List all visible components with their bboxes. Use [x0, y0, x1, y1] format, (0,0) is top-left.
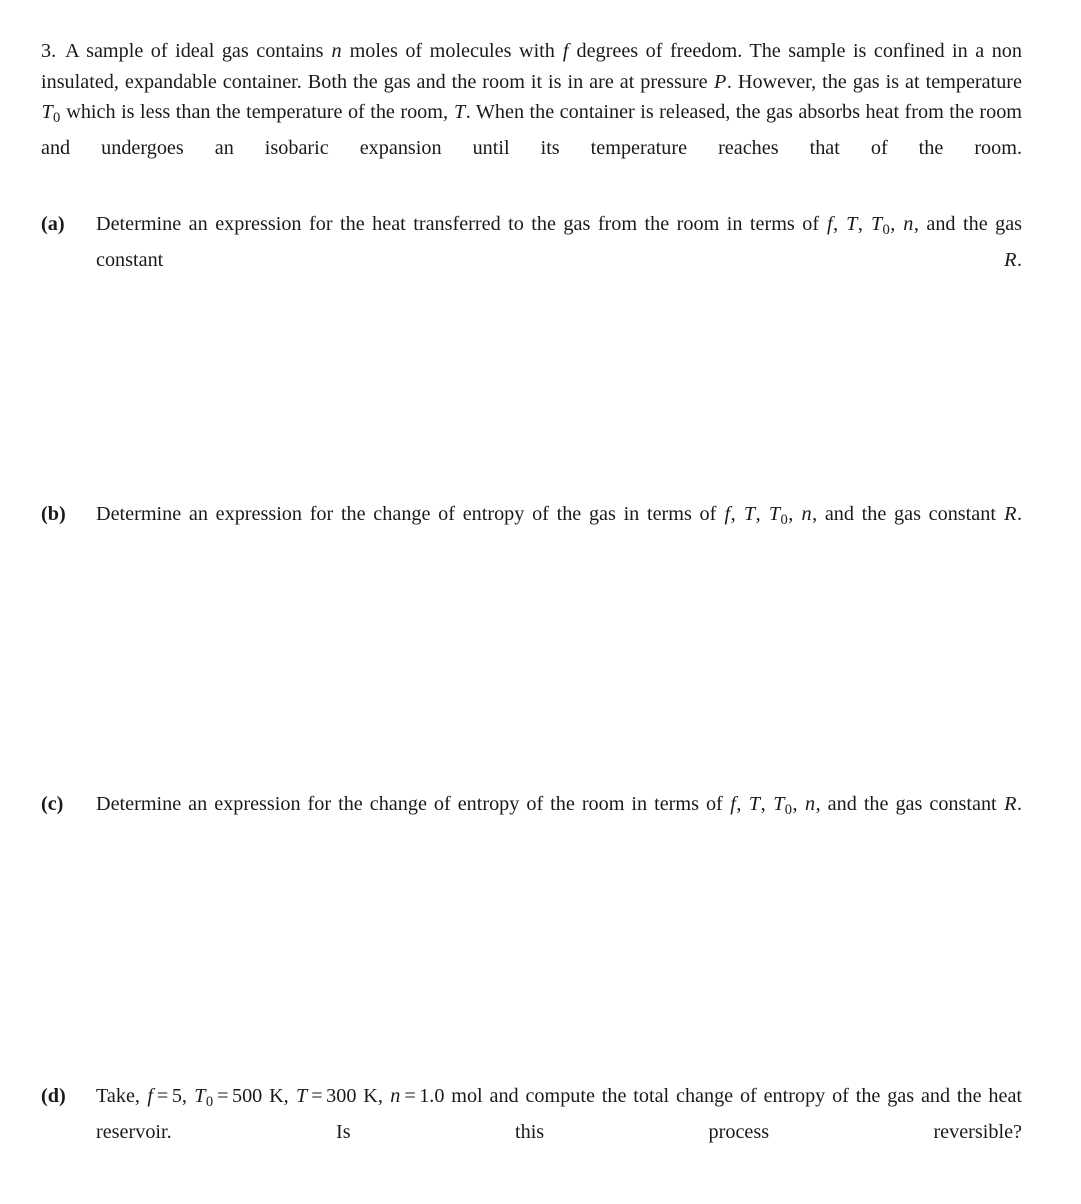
part-a-variable-t0: [870, 213, 890, 238]
variable-p: P: [714, 70, 727, 93]
part-label-c: (c): [41, 793, 64, 815]
part-d-value-t0: 500 K: [231, 1085, 284, 1107]
part-c-variable-t0-subscript: 0: [784, 801, 792, 818]
variable-n: n: [331, 40, 342, 62]
part-a-segment-3: .: [1016, 249, 1022, 272]
part-a-variable-n: n: [903, 213, 914, 235]
part-d-equals-2: =: [217, 1085, 229, 1107]
part-c-comma-3: ,: [792, 793, 805, 815]
part-d-equals-4: =: [404, 1085, 416, 1107]
part-a-comma-2: ,: [857, 213, 871, 235]
part-b-segment-3: .: [1016, 503, 1023, 525]
part-d-value-n: 1.0 mol: [419, 1085, 483, 1107]
part-d-value-f: 5: [171, 1085, 182, 1107]
part-c-variable-r: R: [1004, 793, 1017, 815]
answer-work-area-b[interactable]: [41, 565, 1022, 780]
part-d-equals-3: =: [311, 1085, 323, 1107]
part-b-comma-3: ,: [788, 503, 801, 525]
statement-segment-6: . When the container is released, the gas absorbs heat from the room and undergoes an isobaric expansion until its temperature reaches that of the room.: [41, 101, 1022, 160]
part-a-segment-2: , and the gas constant: [96, 213, 1023, 272]
part-a-variable-t: T: [846, 213, 858, 235]
part-c-variable-t0: [773, 793, 793, 818]
part-c-text: [96, 789, 1022, 856]
part-d-segment-2: and compute the total change of entropy of the gas and the heat reservoir. Is this process reversible?: [96, 1085, 1023, 1144]
variable-t0-base: T: [41, 101, 53, 123]
statement-segment-1: A sample of ideal gas contains: [65, 40, 332, 62]
problem-part-c: [41, 789, 1022, 856]
variable-t: T: [454, 101, 466, 123]
part-d-variable-t: T: [296, 1085, 308, 1107]
part-d-variable-f: f: [147, 1085, 153, 1107]
answer-work-area-a[interactable]: [41, 275, 1022, 490]
part-b-variable-r: R: [1004, 503, 1017, 525]
part-c-comma-1: ,: [736, 793, 749, 815]
part-d-comma-1: ,: [181, 1085, 194, 1107]
statement-segment-5: which is less than the temperature of the room,: [60, 101, 454, 123]
problem-part-b: [41, 499, 1022, 566]
part-b-comma-2: ,: [755, 503, 769, 525]
part-b-text: [96, 499, 1022, 566]
part-d-variable-t0-base: T: [194, 1085, 206, 1107]
part-b-variable-t0: [768, 503, 788, 528]
part-b-comma-1: ,: [730, 503, 744, 525]
variable-t0-subscript: 0: [53, 109, 61, 126]
part-c-variable-f: f: [730, 793, 736, 815]
part-b-variable-t0-base: T: [768, 503, 781, 525]
part-a-comma-1: ,: [833, 213, 846, 235]
answer-work-area-c[interactable]: [41, 855, 1022, 1070]
part-c-variable-t0-base: T: [773, 793, 785, 815]
statement-segment-4: . However, the gas is at temperature: [726, 70, 1022, 93]
part-c-segment-1: Determine an expression for the change of entropy of the room in terms of: [96, 793, 730, 815]
problem-part-d: [41, 1081, 1022, 1178]
part-label-a: (a): [41, 213, 65, 235]
part-a-segment-1: Determine an expression for the heat transferred to the gas from the room in terms of: [96, 213, 827, 235]
part-c-variable-t: T: [748, 793, 761, 815]
statement-segment-3: degrees of freedom. The sample is confined in a non insulated, expandable container. Both the gas and the room it is in are at pressure: [41, 40, 1022, 93]
statement-segment-2: moles of molecules with: [342, 40, 563, 62]
variable-f: f: [562, 40, 569, 62]
part-d-text: [96, 1081, 1022, 1178]
part-c-segment-3: .: [1016, 793, 1023, 815]
part-a-variable-f: f: [827, 213, 833, 235]
part-d-equals-1: =: [156, 1085, 169, 1107]
part-c-comma-2: ,: [760, 793, 773, 815]
problem-statement-text: [41, 36, 1022, 194]
part-d-comma-2: ,: [283, 1085, 296, 1107]
part-d-value-t: 300 K: [326, 1085, 378, 1107]
problem-statement-block: [41, 36, 1022, 194]
part-a-variable-r: R: [1004, 249, 1017, 272]
part-d-variable-t0-subscript: 0: [205, 1093, 214, 1110]
part-b-variable-n: n: [801, 503, 812, 525]
part-label-b: (b): [41, 503, 66, 525]
part-b-variable-t: T: [743, 503, 756, 525]
part-a-variable-t0-base: T: [870, 213, 883, 235]
variable-t0: [41, 101, 61, 126]
part-b-variable-f: f: [724, 503, 731, 525]
part-b-segment-1: Determine an expression for the change of entropy of the gas in terms of: [96, 503, 725, 525]
problem-number: 3.: [41, 40, 57, 62]
part-d-comma-3: ,: [377, 1085, 390, 1107]
part-d-variable-t0: [194, 1085, 214, 1110]
part-c-variable-n: n: [805, 793, 816, 815]
part-label-d: (d): [41, 1085, 66, 1107]
part-d-variable-n: n: [390, 1085, 401, 1107]
part-a-comma-3: ,: [890, 213, 903, 235]
part-a-variable-t0-subscript: 0: [882, 221, 890, 238]
part-b-variable-t0-subscript: 0: [780, 511, 788, 528]
part-c-segment-2: , and the gas constant: [815, 793, 1004, 815]
part-d-segment-1: Take,: [96, 1085, 147, 1107]
part-b-segment-2: , and the gas constant: [812, 503, 1004, 525]
